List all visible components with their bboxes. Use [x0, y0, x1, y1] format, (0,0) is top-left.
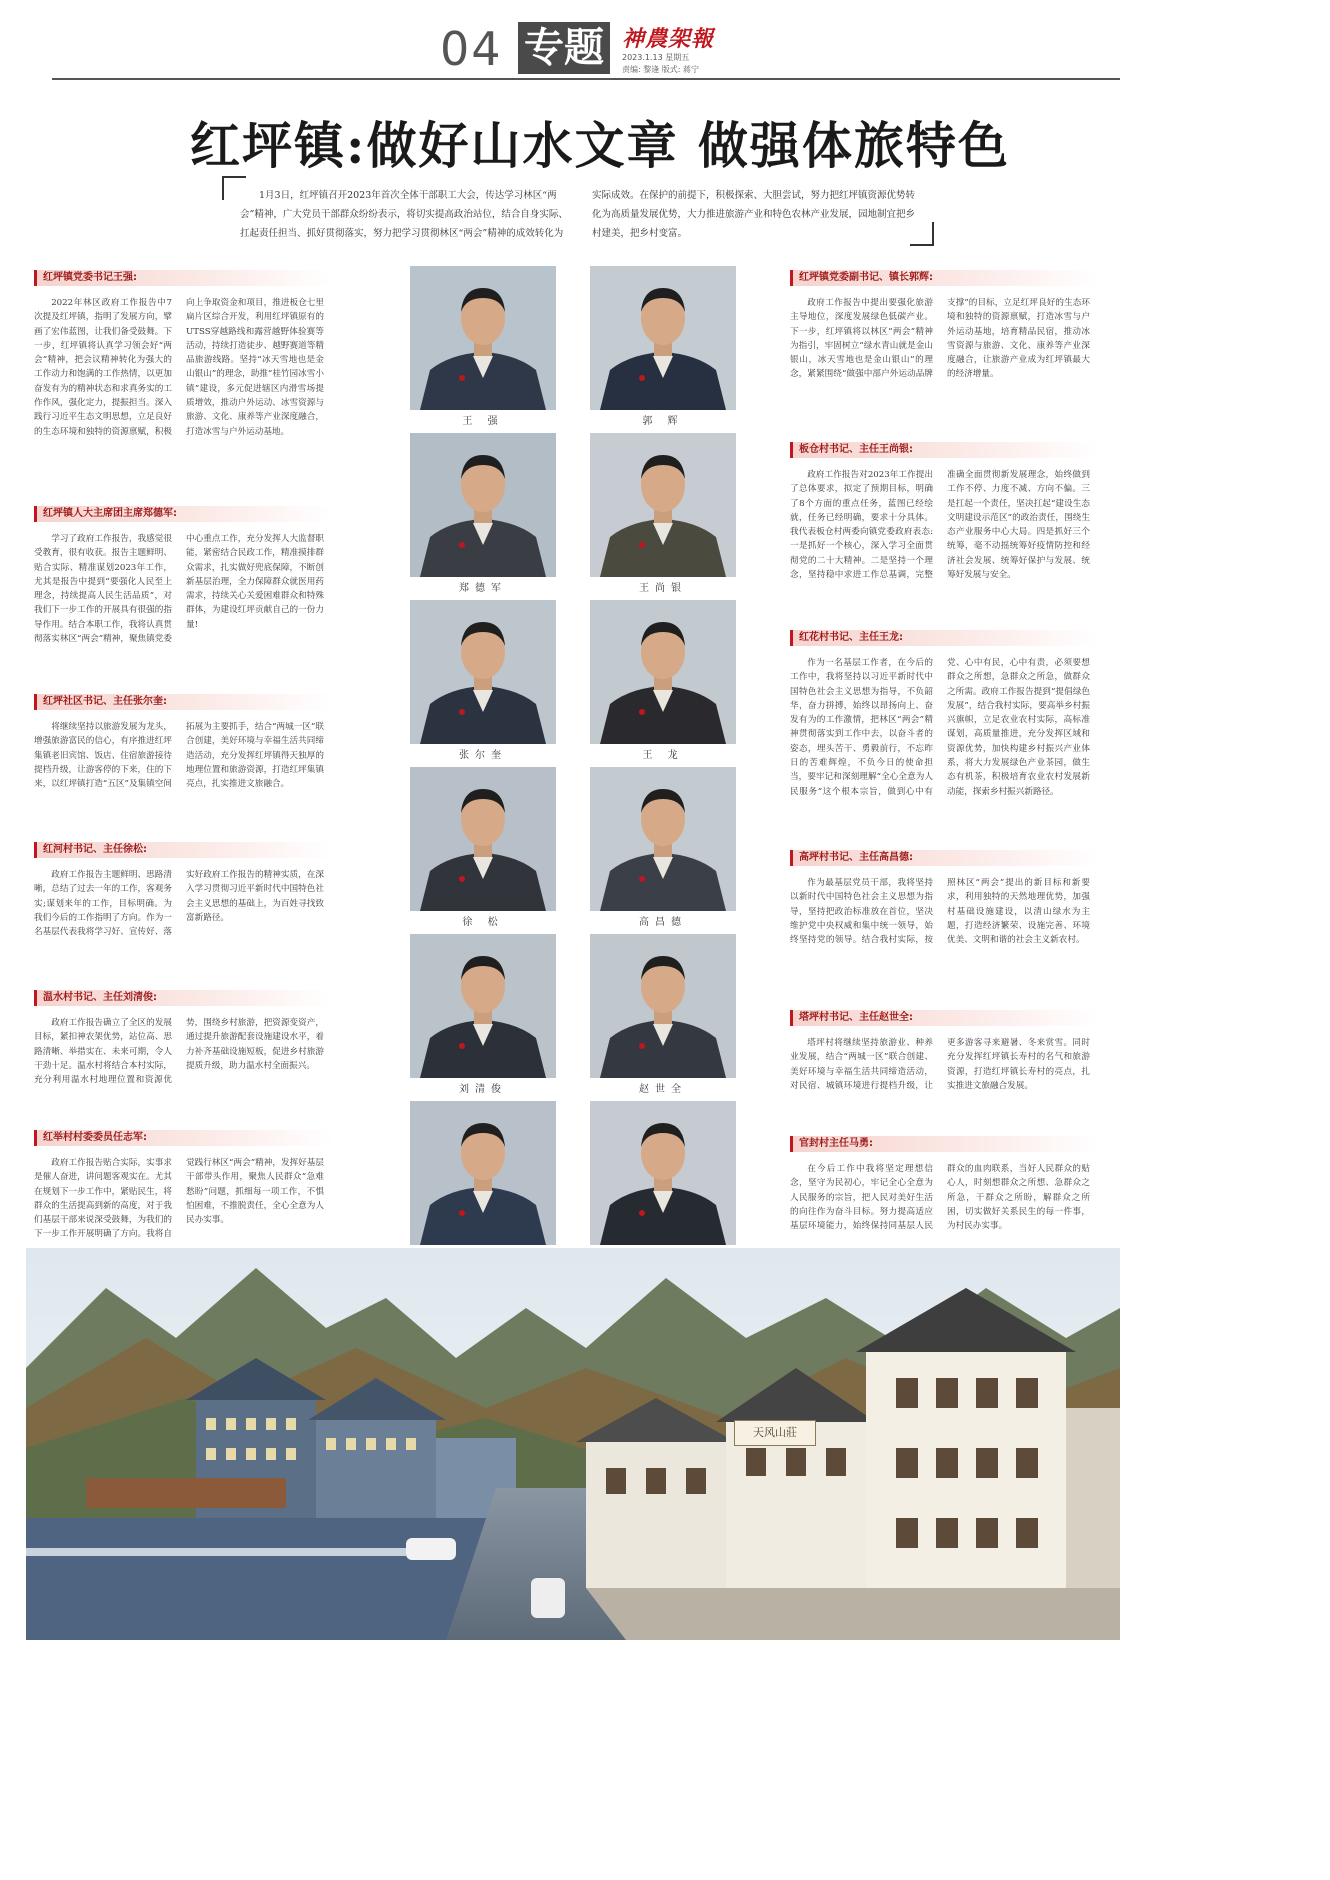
headline: 红坪镇:做好山水文章 做强体旅特色 [190, 116, 1010, 175]
portrait-photo [410, 767, 556, 911]
page-number: 04 [440, 22, 503, 76]
section-body: 塔坪村将继续坚持旅游业、种养业发展，结合“两城一区”联合创建、美好环境与幸福生活共同缔造活动，对民宿、城镇环境进行提档升级，让更多游客寻来避暑、冬来赏雪。同时充分发挥红坪镇长寿村的名气和旅游资源，打造红坪镇长寿村的亮点，扎实推进文旅融合发展。 [790, 1038, 1090, 1091]
section-label: 专题 [518, 22, 610, 74]
section-body: 政府工作报告主题鲜明、思路清晰，总结了过去一年的工作，客观务实;谋划来年的工作，目标明确。为我们今后的工作指明了方向。作为一名基层代表我将学习好、宣传好、落实好政府工作报告的精神实质，在深入学习贯彻习近平新时代中国特色社会主义思想的基础上，为百姓寻找致富新路径。 [34, 870, 324, 938]
portrait-name: 王 龙 [642, 750, 684, 761]
portrait-photo [410, 433, 556, 577]
inn-sign: 天风山莊 [734, 1420, 816, 1446]
portrait-name: 王 强 [462, 416, 504, 427]
section-heading: 红坪镇党委副书记、镇长郭辉: [790, 270, 1099, 286]
section-heading: 温水村书记、主任刘清俊: [34, 990, 333, 1006]
portrait-name: 张尔奎 [459, 750, 507, 761]
portrait-photo [590, 1101, 736, 1245]
section-body: 政府工作报告对2023年工作提出了总体要求，拟定了预期目标，明确了8个方面的重点任务，蓝图已经绘就，任务已经明确，要求十分具体。我代表板仓村两委向镇党委政府表态:一是抓好一个核心，深入学习全面贯彻党的二十大精神。二是坚持一个理念，坚持稳中求进工作总基调，完整准确全面贯彻新发展理念，始终做到工作不停、力度不减、方向不偏。三是扛起一个责任，坚决扛起“建设生态文明建设示范区”的政治责任，围绕生态产业服务中心大局。四是抓好三个统筹，毫不动摇统筹好疫情防控和经济社会发展、统筹好保护与发展、统筹好发展与安全。 [790, 470, 1090, 581]
section-body: 将继续坚持以旅游发展为龙头，增强旅游富民的信心，有序推进红坪集镇老旧宾馆、饭店、住宿旅游接待提档升级，让游客停的下来，住的下来，以红坪镇打造“五区”及集镇空间拓展为主要抓手，结合“两城一区”联合创建，美好环境与幸福生活共同缔造活动，充分发挥红坪镇得天独厚的地理位置和旅游资源，打造红坪集镇亮点，扎实推进文旅融合。 [34, 722, 324, 790]
portrait-name: 赵世全 [639, 1084, 687, 1095]
portrait-name: 郑德军 [459, 583, 507, 594]
portrait-photo [590, 433, 736, 577]
scenery-photo [26, 1248, 1120, 1640]
section-heading: 红河村书记、主任徐松: [34, 842, 333, 858]
portrait-photo [590, 934, 736, 1078]
section-heading: 红坪镇党委书记王强: [34, 270, 333, 286]
section-heading: 官封村主任马勇: [790, 1136, 1099, 1152]
section-body: 在今后工作中我将坚定理想信念，坚守为民初心，牢记全心全意为人民服务的宗旨，把人民对美好生活的向往作为奋斗目标。努力提高适应基层环境能力，始终保持同基层人民群众的血肉联系，当好人民群众的贴心人，时刻想群众之所想、急群众之所急，干群众之所盼，解群众之所困，切实做好关系民生的每一件事，为村民办实事。 [790, 1164, 1090, 1232]
section-body: 政府工作报告贴合实际，实事求是催人奋进，讲问题客观实在。尤其在规划下一步工作中，紧贴民生，将群众的生活提高到新的高度，对于我们基层干部来说深受鼓舞，为我们的下一步工作开展明确了方向。我将自觉践行林区“两会”精神，发挥好基层干部带头作用，聚焦人民群众“急难愁盼”问题，抓细每一项工作，不惧怕困难，不推脱责任，全心全意为人民办实事。 [34, 1158, 324, 1240]
section-body: 作为最基层党员干部，我将坚持以新时代中国特色社会主义思想为指导，坚持把政治标准放在首位，坚决维护党中央权威和集中统一领导，始终坚持党的领导。结合我村实际，按照林区“两会”提出的新目标和新要求，利用独特的天然地理优势，加强村基础设施建设，以清山绿水为主题，打造经济繁荣、设施完善、环境优美、文明和谐的社会主义新农村。 [790, 878, 1090, 946]
section-body: 政府工作报告确立了全区的发展目标，紧扣神农架优势，站位高、思路清晰、举措实在、未来可期，令人干劲十足。温水村将结合本村实际，充分利用温水村地理位置和资源优势，围绕乡村旅游，把资源变资产，通过提升旅游配套设施建设水平，着力补齐基础设施短板，促进乡村旅游提质升级，助力温水村全面振兴。 [34, 1018, 324, 1086]
portrait-photo [590, 767, 736, 911]
portrait-photo [410, 1101, 556, 1245]
portrait-name: 刘清俊 [459, 1084, 507, 1095]
portrait-photo [410, 266, 556, 410]
portrait-name: 王尚银 [639, 583, 687, 594]
lead-paragraph: 1月3日，红坪镇召开2023年首次全体干部职工大会，传达学习林区“两会”精神，广大党员干部群众纷纷表示，将切实提高政治站位，结合自身实际、扛起责任担当、抓好贯彻落实，努力把学习贯彻林区“两会”精神的成效转化为实际成效。在保护的前提下，积极探索、大胆尝试，努力把红坪镇资源优势转化为高质量发展优势，大力推进旅游产业和特色农林产业发展，园地制宜把乡村建美，把乡村变富。 [240, 190, 916, 239]
portrait-photo [410, 600, 556, 744]
portrait-name: 徐 松 [462, 917, 504, 928]
section-heading: 红花村书记、主任王龙: [790, 630, 1099, 646]
section-body: 学习了政府工作报告，我感觉很受教育，很有收获。报告主题鲜明、贴合实际、精准谋划2023年工作，尤其是报告中提到“要强化人民至上理念，持续提高人民生活品质”，对我们下一步工作的开展具有很强的指导作用。结合本职工作，我将认真贯彻落实林区“两会”精神，聚焦镇党委中心重点工作，充分发挥人大监督职能，紧密结合民政工作，精准摸排群众需求，扎实做好兜底保障，不断创新基层治理，全力保障群众就医用药需求，持续关心关爱困难群众和特殊群体，为建设红坪贡献自己的一份力量! [34, 534, 324, 645]
section-body: 政府工作报告中提出要强化旅游主导地位，深度发展绿色低碳产业。下一步，红坪镇将以林区“两会”精神为指引，牢固树立“绿水青山就是金山银山，冰天雪地也是金山银山”的理念，紧紧围绕“做强中部户外运动品牌支撑”的目标，立足红坪良好的生态环境和独特的资源禀赋，打造冰雪与户外运动基地，培育精品民宿，推动冰雪资源与旅游、文化、康养等产业深度融合，让旅游产业成为红坪镇最大的经济增量。 [790, 298, 1090, 380]
masthead-rule [52, 78, 1120, 80]
section-heading: 板仓村书记、主任王尚银: [790, 442, 1099, 458]
portrait-name: 郭 辉 [642, 416, 684, 427]
section-heading: 红坪社区书记、主任张尔奎: [34, 694, 333, 710]
section-heading: 红举村村委委员任志军: [34, 1130, 333, 1146]
portrait-photo [590, 600, 736, 744]
portrait-photo [410, 934, 556, 1078]
section-body: 2022年林区政府工作报告中7次提及红坪镇，指明了发展方向，擘画了宏伟蓝图，让我们备受鼓舞。下一步，红坪镇将认真学习领会好“两会”精神，把会议精神转化为强大的工作动力和饱满的工作热情，以更加奋发有为的精神状态和求真务实的工作作风，强化定力，提振担当。深入践行习近平生态文明思想，立足良好的生态环境和独特的资源禀赋，积极向上争取资金和项目，推进板仓七里扁片区综合开发，利用红坪镇原有的UTSS穿越路线和露营越野体验赛等活动，持续打造徒步、越野赛道等精品旅游线路。坚持“冰天雪地也是金山银山”的理念，助推“桂竹园冰雪小镇”建设，多元促进辖区内滑雪场提质增效，推动户外运动、冰雪资源与旅游、文化、康养等产业深度融合，打造冰雪与户外运动基地。 [34, 298, 324, 437]
editor-credits: 责编: 黎逢 版式: 蒋宁 [622, 65, 700, 74]
issue-date: 2023.1.13 星期五 [622, 53, 690, 62]
section-body: 作为一名基层工作者，在今后的工作中，我将坚持以习近平新时代中国特色社会主义思想为指导，不负韶华，奋力拼搏，始终以昂扬向上、奋发有为的工作激情，把林区“两会”精神贯彻落实到工作中去，以奋斗者的姿态，埋头苦干、勇毅前行，不忘昨日的苦难辉煌，不负今日的使命担当，要牢记和深刻理解“全心全意为人民服务”这个根本宗旨，做到心中有党、心中有民，心中有责，必须要想群众之所想，急群众之所急，做群众之所需。政府工作报告提到“提倡绿色发展”，结合我村实际，要高举乡村振兴旗帜，立足农业农村实际，高标准谋划，高质量推进，充分发挥区域和资源优势，加快构建乡村振兴产业体系，将大力发展绿色产业茶园，做生态有机茶，积极培育农业农村发展新动能，探索乡村振兴新路径。 [790, 658, 1090, 797]
section-heading: 高坪村书记、主任高昌德: [790, 850, 1099, 866]
portrait-name: 高昌德 [639, 917, 687, 928]
section-heading: 红坪镇人大主席团主席郑德军: [34, 506, 333, 522]
portrait-photo [590, 266, 736, 410]
section-heading: 塔坪村书记、主任赵世全: [790, 1010, 1099, 1026]
paper-name: 神農架報 [622, 26, 715, 52]
